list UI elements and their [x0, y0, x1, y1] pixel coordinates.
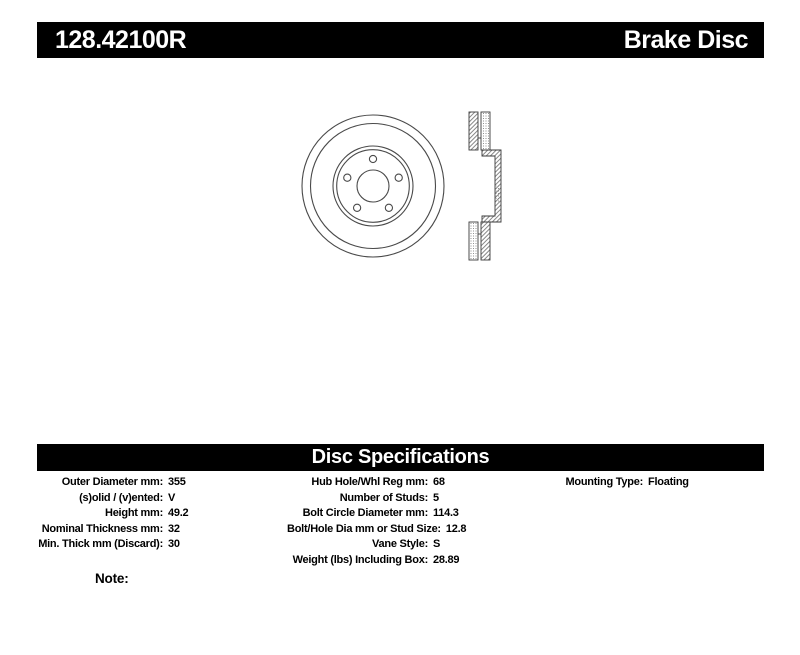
- spec-value: V: [168, 491, 176, 504]
- spec-label: Mounting Type:: [565, 476, 643, 488]
- spec-label: Min. Thick mm (Discard):: [38, 538, 163, 550]
- part-number: 128.42100R: [55, 25, 187, 54]
- bolt-hole: [395, 174, 402, 181]
- title-bar: [37, 22, 764, 58]
- spec-label: (s)olid / (v)ented:: [79, 491, 163, 504]
- spec-column-hub-bolts: [287, 475, 540, 568]
- disc-front-view: [302, 115, 444, 257]
- spec-row-weight: [287, 553, 540, 569]
- spec-section-header: [37, 444, 764, 471]
- spec-row-bolt-circle-diameter: [287, 506, 540, 522]
- spec-value: 5: [433, 491, 439, 504]
- spec-label: Hub Hole/Whl Reg mm:: [311, 476, 428, 488]
- hub-outer-circle: [333, 146, 413, 226]
- bolt-hole: [369, 155, 376, 162]
- spec-label: Outer Diameter mm:: [61, 476, 163, 488]
- hub-inner-circle: [337, 150, 410, 223]
- bolt-hole: [354, 204, 361, 211]
- spec-row-mounting-type: [540, 475, 764, 491]
- spec-label: Bolt/Hole Dia mm or Stud Size:: [287, 522, 441, 535]
- spec-row-outer-diameter: [37, 475, 287, 491]
- spec-value: 12.8: [445, 522, 467, 535]
- spec-row-bolt-hole-dia: [287, 522, 540, 538]
- disc-cross-section: [469, 112, 501, 260]
- spec-row-height: [37, 506, 287, 522]
- spec-column-dimensions: [37, 475, 287, 568]
- spec-label: Bolt Circle Diameter mm:: [302, 507, 428, 519]
- bolt-hole: [385, 204, 392, 211]
- spec-label: Nominal Thickness mm:: [41, 522, 163, 535]
- spec-section-title: Disc Specifications: [311, 446, 490, 468]
- rotor-face-circle: [311, 124, 436, 249]
- spec-row-solid-vented: [37, 491, 287, 507]
- note-label: Note:: [95, 571, 129, 586]
- center-hole: [357, 170, 389, 202]
- spec-table: [37, 475, 764, 568]
- bolt-hole: [344, 174, 351, 181]
- brake-disc-drawing: [278, 93, 532, 281]
- spec-value: S: [433, 538, 441, 550]
- spec-label: Height mm:: [105, 507, 163, 519]
- product-type-title: Brake Disc: [623, 25, 748, 54]
- spec-row-hub-hole: [287, 475, 540, 491]
- spec-label: Weight (lbs) Including Box:: [292, 553, 428, 566]
- spec-row-vane-style: [287, 537, 540, 553]
- spec-value: 32: [168, 522, 180, 535]
- spec-value: 355: [168, 476, 186, 488]
- spec-value: 49.2: [168, 507, 189, 519]
- spec-value: Floating: [648, 476, 689, 488]
- spec-value: 68: [433, 476, 445, 488]
- spec-column-mounting: [540, 475, 764, 568]
- spec-row-number-of-studs: [287, 491, 540, 507]
- spec-label: Vane Style:: [372, 538, 428, 550]
- spec-label: Number of Studs:: [339, 491, 428, 504]
- outer-diameter-circle: [302, 115, 444, 257]
- spec-value: 30: [168, 538, 180, 550]
- spec-value: 28.89: [433, 553, 460, 566]
- spec-row-nominal-thickness: [37, 522, 287, 538]
- spec-value: 114.3: [433, 507, 459, 519]
- spec-row-min-thickness: [37, 537, 287, 553]
